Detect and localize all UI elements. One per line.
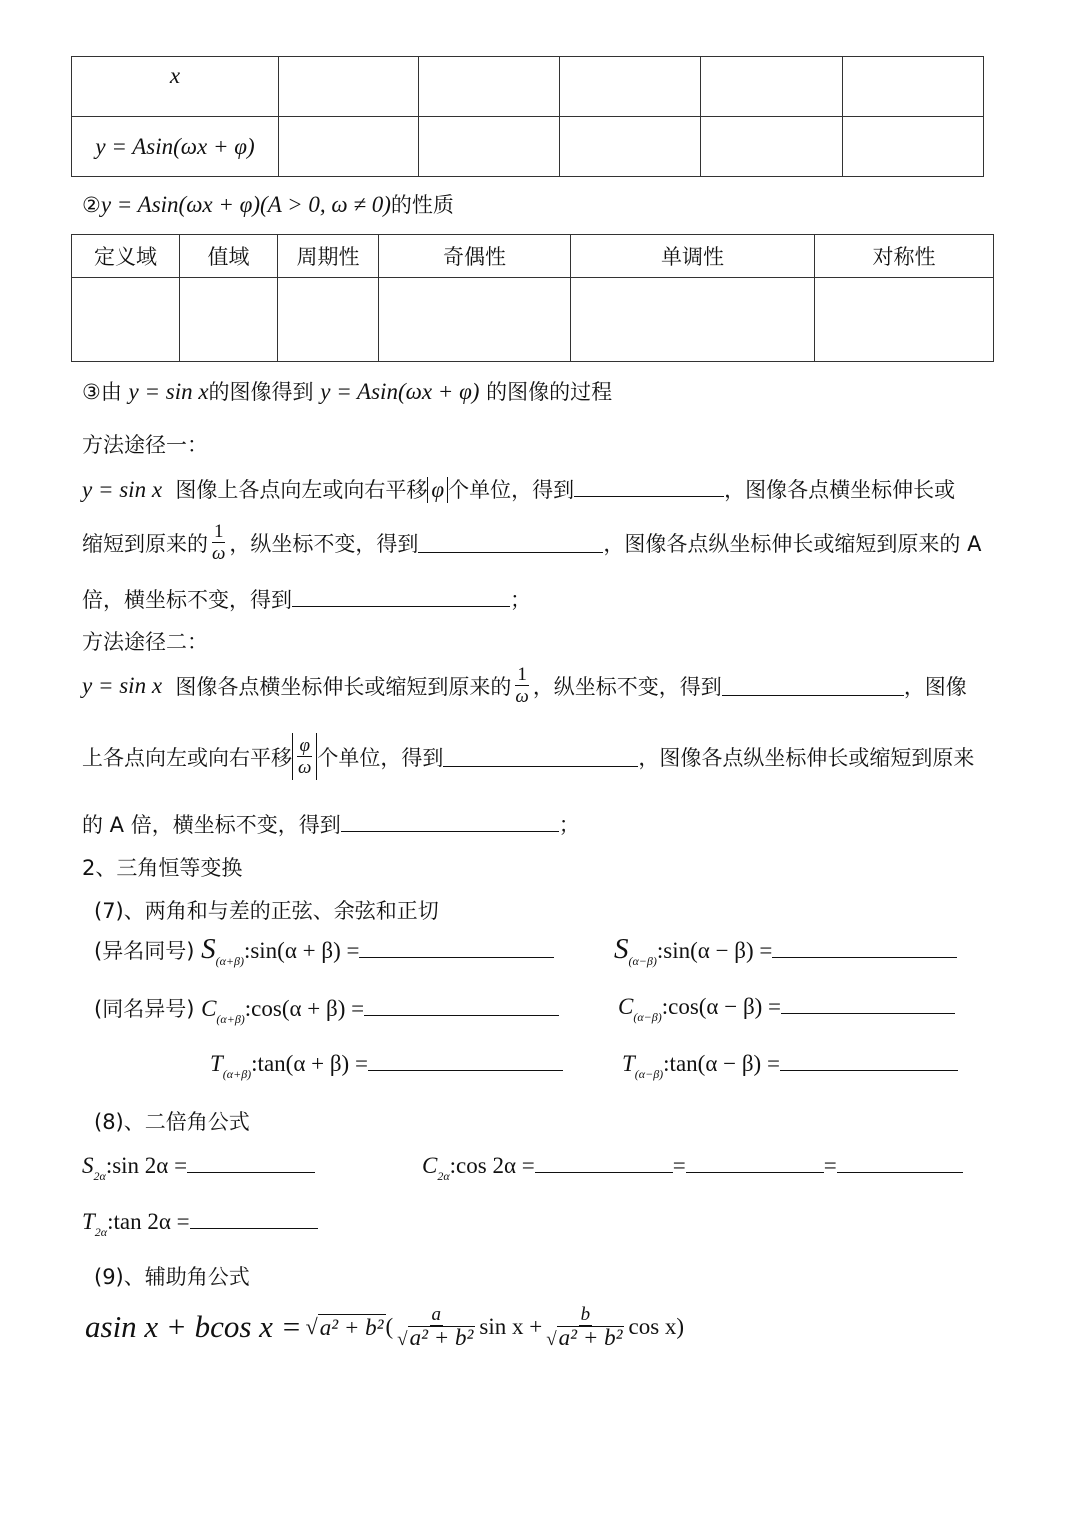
method1-line1: y = sin x 图像上各点向左或向右平移 φ 个单位，得到 ，图像各点横坐标伸长或 <box>82 477 956 502</box>
answer-blank[interactable] <box>780 1050 958 1071</box>
table-cell[interactable] <box>843 57 984 117</box>
table-cell[interactable] <box>843 117 984 177</box>
answer-blank[interactable] <box>535 1152 673 1173</box>
table-cell[interactable] <box>419 117 560 177</box>
table-cell[interactable] <box>560 117 701 177</box>
table-cell[interactable] <box>560 57 701 117</box>
method2-title: 方法途径二： <box>82 630 208 654</box>
header-parity: 奇偶性 <box>379 235 571 278</box>
cos-double-row: $C_{2\alpha}:\cos$ 2α = = = <box>422 1152 963 1184</box>
subsection-8-title: (8)、二倍角公式 <box>94 1110 250 1134</box>
header-range: 值域 <box>180 235 278 278</box>
table-cell[interactable] <box>279 117 419 177</box>
table-cell-x-label: x <box>72 57 279 117</box>
cos-diff-row: $C_{(\alpha-\beta)}:\cos(\alpha - \beta)$ = <box>618 993 955 1025</box>
properties-table <box>71 234 994 362</box>
answer-blank[interactable] <box>781 993 955 1014</box>
fraction-1-over-omega: $\frac{1}{\omega}$ <box>515 664 529 707</box>
table-cell[interactable] <box>278 278 379 362</box>
transform-heading: ③由 y = sin x的图像得到 y = Asin(ωx + φ) 的图像的过程 <box>82 379 613 404</box>
table-cell[interactable] <box>180 278 278 362</box>
header-symmetry: 对称性 <box>815 235 994 278</box>
method1-line2: 缩短到原来的 $\frac{1}{\omega}$ ，纵坐标不变，得到 ，图像各点纵坐标伸长或缩短到原来的 A <box>82 521 982 564</box>
phi-abs: φ <box>427 477 448 503</box>
table-cell[interactable] <box>571 278 815 362</box>
method1-title: 方法途径一： <box>82 433 208 457</box>
sin-diff-row: $S_{(\alpha-\beta)}:\sin(\alpha - \beta)$ = <box>614 933 957 969</box>
method1-line3: 倍，横坐标不变，得到 ； <box>82 588 531 612</box>
table-cell[interactable] <box>72 278 180 362</box>
method2-line3: 的 A 倍，横坐标不变，得到 ； <box>82 813 580 837</box>
answer-blank[interactable] <box>368 1050 563 1071</box>
fraction-1-over-omega: $\frac{1}{\omega}$ <box>212 521 226 564</box>
table-cell[interactable] <box>815 278 994 362</box>
answer-blank[interactable] <box>574 476 724 497</box>
header-monotonicity: 单调性 <box>571 235 815 278</box>
phi-over-omega-abs: $\frac{\varphi}{\omega}$ <box>292 733 317 780</box>
table-cell[interactable] <box>279 57 419 117</box>
properties-heading: ②y = Asin(ωx + φ)(A > 0, ω ≠ 0)的性质 <box>82 192 454 217</box>
answer-blank[interactable] <box>722 675 904 696</box>
sin-double-row: $S_{2\alpha}:\sin$ 2α = <box>82 1152 315 1184</box>
answer-blank[interactable] <box>837 1152 963 1173</box>
answer-blank[interactable] <box>772 937 957 958</box>
auxiliary-angle-formula: asin x + bcos x = √ a² + b² ( $\frac{a}{\text{√a² + b²}}$ sin x + $\frac{b}{\text{√a² + b²}}$ cos x) <box>85 1304 685 1350</box>
header-domain: 定义域 <box>72 235 180 278</box>
method2-line1: y = sin x 图像各点横坐标伸长或缩短到原来的 $\frac{1}{\omega}$ ，纵坐标不变，得到 ，图像 <box>82 664 967 707</box>
table-cell-y-label: y = Asin(ωx + φ) <box>72 117 279 177</box>
tan-diff-row: $T_{(\alpha-\beta)}:\tan(\alpha - \beta)$ = <box>622 1050 958 1082</box>
value-table <box>71 56 984 177</box>
table-cell[interactable] <box>379 278 571 362</box>
sin-sum-row: (异名同号) $S_{(\alpha+\beta)}:\sin(\alpha + \beta)$ = <box>94 933 554 969</box>
cos-sum-row: (同名异号) $C_{(\alpha+\beta)}:\cos(\alpha + \beta)$ = <box>94 993 559 1027</box>
table-cell[interactable] <box>701 57 843 117</box>
table-cell[interactable] <box>701 117 843 177</box>
answer-blank[interactable] <box>341 811 559 832</box>
subsection-7-title: (7)、两角和与差的正弦、余弦和正切 <box>94 899 439 923</box>
answer-blank[interactable] <box>187 1152 315 1173</box>
answer-blank[interactable] <box>359 937 554 958</box>
table-cell[interactable] <box>419 57 560 117</box>
answer-blank[interactable] <box>686 1152 824 1173</box>
fraction-a-over-root: $\frac{a}{\text{√a² + b²}}$ <box>397 1304 474 1350</box>
answer-blank[interactable] <box>418 532 603 553</box>
fraction-b-over-root: $\frac{b}{\text{√a² + b²}}$ <box>546 1304 623 1350</box>
answer-blank[interactable] <box>443 746 638 767</box>
tan-sum-row: $T_{(\alpha+\beta)}:\tan(\alpha + \beta)$ = <box>210 1050 563 1082</box>
subsection-9-title: (9)、辅助角公式 <box>94 1265 250 1289</box>
header-period: 周期性 <box>278 235 379 278</box>
method2-line2: 上各点向左或向右平移 $\frac{\varphi}{\omega}$ 个单位，得到 ，图像各点纵坐标伸长或缩短到原来 <box>82 735 975 778</box>
section-title: 2、三角恒等变换 <box>82 856 243 880</box>
answer-blank[interactable] <box>364 995 559 1016</box>
answer-blank[interactable] <box>190 1208 318 1229</box>
answer-blank[interactable] <box>292 586 510 607</box>
tan-double-row: $T_{2\alpha}:\tan$ 2α = <box>82 1208 318 1240</box>
